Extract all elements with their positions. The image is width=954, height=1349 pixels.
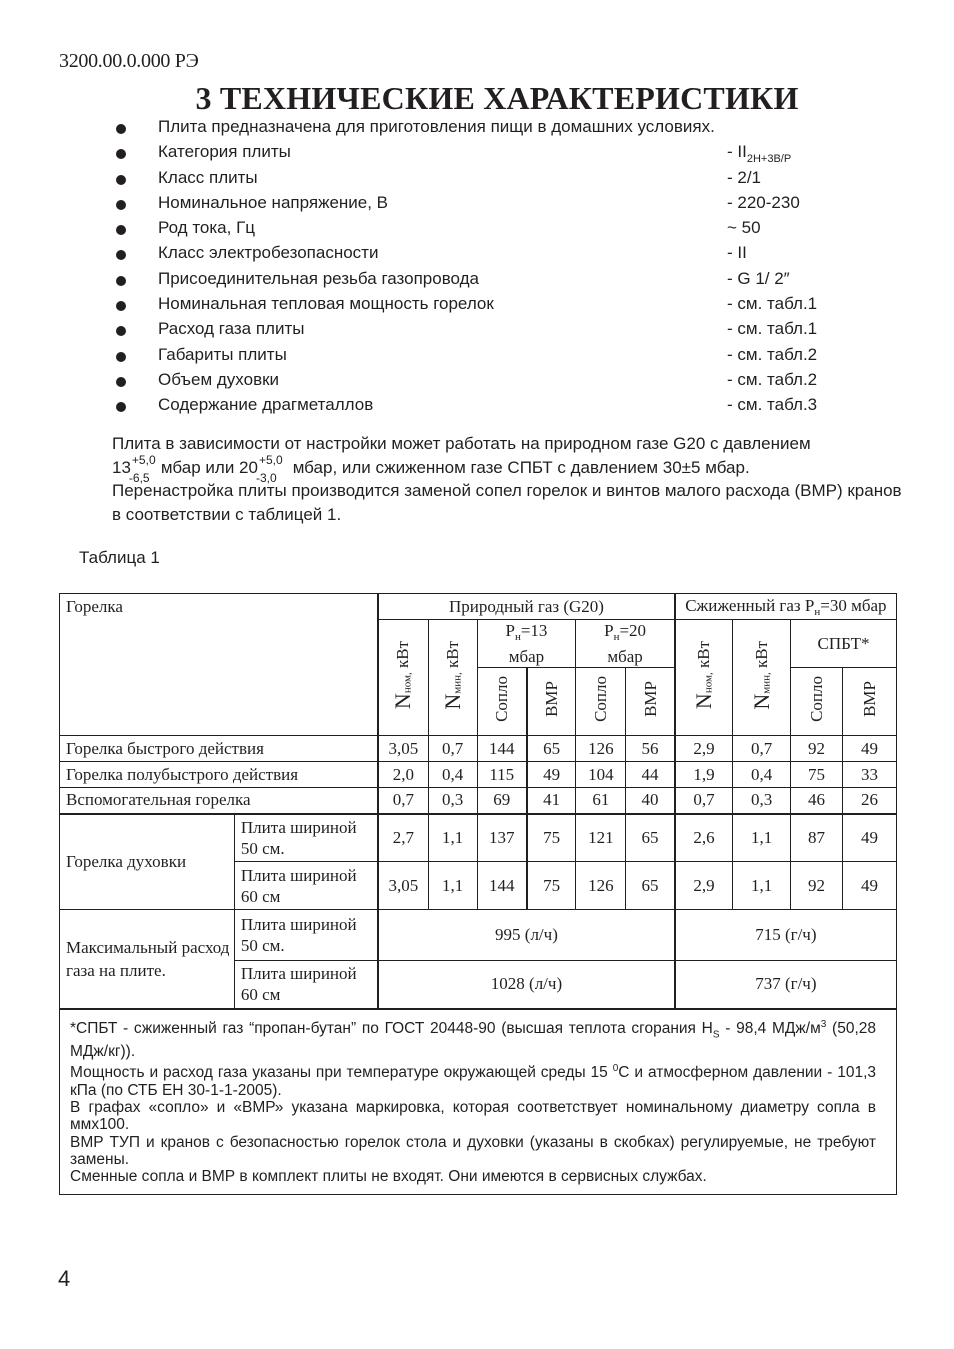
spec-list [116, 116, 836, 420]
vmr-label: ВМР [640, 681, 660, 717]
cell: 0,7 [675, 788, 733, 814]
table-row [60, 736, 897, 762]
n-unit: кВт [751, 640, 771, 672]
cell: 0,3 [428, 788, 477, 814]
cell-lpg-flow: 715 (г/ч) [675, 910, 897, 961]
bullet-icon [116, 225, 126, 235]
header-vmr [527, 668, 576, 736]
cell: 40 [626, 788, 675, 814]
spec-item [116, 192, 836, 217]
cell: 41 [527, 788, 576, 814]
soplo-label: Сопло [807, 676, 827, 722]
cell: 26 [842, 788, 896, 814]
spec-value: - II [727, 243, 747, 263]
cell: 2,9 [675, 736, 733, 762]
row-label-max-flow: Максимальный расход газа на плите. [60, 910, 235, 1009]
cell: 61 [576, 788, 626, 814]
note-sup: 3 [820, 1018, 827, 1030]
cell: 3,05 [378, 862, 428, 910]
header-p13 [477, 620, 576, 668]
cell: 0,3 [733, 788, 791, 814]
table-row [60, 814, 897, 862]
cell: 92 [791, 736, 843, 762]
n-symbol: N [439, 693, 465, 710]
spec-value: - см. табл.3 [727, 395, 818, 415]
spec-value: - см. табл.2 [727, 369, 818, 389]
bullet-icon [116, 250, 126, 260]
row-label: Горелка быстрого действия [60, 736, 379, 762]
page-number: 4 [58, 1266, 71, 1291]
p-unit: мбар [607, 646, 643, 666]
pressure-line [112, 453, 902, 486]
spec-label: Номинальная тепловая мощность горелок [158, 294, 494, 314]
table-caption: Таблица 1 [79, 548, 160, 567]
spec-item [116, 167, 836, 192]
n-sub: мин, [760, 671, 772, 694]
note: В графах «сопло» и «ВМР» указана маркировка, которая соответствует номинальному диаметру сопла в ммx100. [70, 1099, 876, 1134]
row-label: Горелка полубыстрого действия [60, 762, 379, 788]
note-sup: 0 [612, 1063, 619, 1075]
header-lpg-n-nom [675, 620, 733, 736]
sub-row-label: Плита шириной 50 см. [234, 910, 378, 961]
cell: 115 [477, 762, 527, 788]
spec-value: - 2/1 [727, 167, 762, 187]
spec-item [116, 116, 836, 141]
n-sub: ном, [401, 672, 414, 694]
note-text: С и атмосферном давлении - 101,3 кПа (по СТБ ЕН 30-1-1-2005). [70, 1064, 876, 1099]
cell: 75 [791, 762, 843, 788]
n-sub: мин, [450, 671, 463, 694]
table-notes [60, 1009, 897, 1195]
cell: 87 [791, 814, 843, 862]
note: ВМР ТУП и кранов с безопасностью горелок стола и духовки (указаны в скобках) регулируемые, не требуют замены. [70, 1133, 876, 1168]
n-sub: ном, [702, 672, 715, 694]
header-burner: Горелка [60, 594, 379, 736]
note [70, 1060, 876, 1099]
header-spbt: СПБТ* [791, 620, 897, 668]
bullet-icon [116, 200, 126, 210]
spec-value-main: - II [727, 142, 747, 162]
n-unit: кВт [393, 640, 413, 673]
cell: 75 [527, 862, 576, 910]
cell: 1,9 [675, 762, 733, 788]
spec-item [116, 141, 836, 166]
spec-label: Объем духовки [158, 369, 280, 389]
bullet-icon [116, 124, 126, 134]
spec-value: - G 1/ 2″ [727, 268, 790, 288]
p-sub: н [613, 630, 620, 643]
cell: 0,4 [428, 762, 477, 788]
row-label: Вспомогательная горелка [60, 788, 379, 814]
lpg-sub: н [814, 605, 821, 618]
page-title: 3 ТЕХНИЧЕСКИЕ ХАРАКТЕРИСТИКИ [195, 80, 799, 116]
spec-label: Категория плиты [158, 142, 291, 162]
note-text: - 98,4 МДж/м [719, 1019, 821, 1037]
cell: 1,1 [428, 862, 477, 910]
pressure-13: 13 [112, 457, 131, 477]
header-soplo [791, 668, 843, 736]
header-soplo [576, 668, 626, 736]
cell: 46 [791, 788, 843, 814]
tolerance-lower: -3,0 [255, 471, 277, 486]
cell: 0,7 [378, 788, 428, 814]
cell: 1,1 [428, 814, 477, 862]
bullet-icon [116, 326, 126, 336]
note: Сменные сопла и ВМР в комплект плиты не входят. Они имеются в сервисных службах. [70, 1168, 707, 1186]
table-row [60, 788, 897, 814]
cell: 3,05 [378, 736, 428, 762]
spec-item [116, 369, 836, 394]
sub-row-label: Плита шириной 60 см [234, 961, 378, 1009]
cell-lpg-flow: 737 (г/ч) [675, 961, 897, 1009]
header-n-nom [378, 620, 428, 736]
cell: 65 [527, 736, 576, 762]
cell: 2,6 [675, 814, 733, 862]
bullet-icon [116, 301, 126, 311]
note [70, 1016, 876, 1061]
spec-value: ~ 50 [727, 218, 761, 238]
tolerance-upper: +5,0 [131, 453, 156, 468]
vmr-label: ВМР [859, 681, 879, 717]
header-lpg-n-min [733, 620, 791, 736]
pressure-20: мбар или 20 [160, 457, 258, 477]
n-symbol: N [690, 693, 716, 710]
p-label: P [505, 620, 515, 640]
cell: 0,4 [733, 762, 791, 788]
cell: 2,9 [675, 862, 733, 910]
cell: 49 [842, 814, 896, 862]
spec-item [116, 344, 836, 369]
cell: 2,7 [378, 814, 428, 862]
note-text: Мощность и расход газа указаны при температуре окружающей среды 15 [70, 1064, 613, 1082]
spec-label: Класс плиты [158, 167, 258, 187]
cell: 1,1 [733, 814, 791, 862]
n-symbol: N [390, 693, 416, 710]
header-vmr [626, 668, 675, 736]
cell: 144 [477, 862, 527, 910]
spec-label: Номинальное напряжение, В [158, 192, 389, 212]
spec-item [116, 242, 836, 267]
header-n-min [428, 620, 477, 736]
cell: 126 [576, 736, 626, 762]
tolerance-lower: -6,5 [128, 471, 150, 486]
cell: 2,0 [378, 762, 428, 788]
n-unit: кВт [693, 640, 713, 673]
notes-row [60, 1009, 897, 1195]
cell: 49 [842, 862, 896, 910]
spec-value: - см. табл.1 [727, 294, 818, 314]
cell: 49 [842, 736, 896, 762]
lpg-pressure: =30 мбар [820, 595, 887, 615]
note-sub: S [712, 1028, 720, 1040]
cell-natural-flow: 995 (л/ч) [378, 910, 675, 961]
bullet-icon [116, 402, 126, 412]
paragraph-line: Плита в зависимости от настройки может работать на природном газе G20 с давлением [112, 434, 811, 453]
tolerance-20 [255, 453, 288, 486]
cell: 137 [477, 814, 527, 862]
spec-label: Габариты плиты [158, 344, 287, 364]
note-text: (50,28 МДж/кг)). [70, 1019, 876, 1061]
cell: 104 [576, 762, 626, 788]
bullet-icon [116, 175, 126, 185]
table-row [60, 910, 897, 961]
sub-row-label: Плита шириной 50 см. [234, 814, 378, 862]
p-unit: мбар [508, 646, 545, 666]
gas-settings-paragraph [112, 432, 902, 526]
header-natural-gas: Природный газ (G20) [378, 594, 675, 620]
cell: 121 [576, 814, 626, 862]
spec-label: Класс электробезопасности [158, 243, 379, 263]
cell: 69 [477, 788, 527, 814]
header-p20 [576, 620, 675, 668]
cell: 65 [626, 862, 675, 910]
bullet-icon [116, 276, 126, 286]
bullet-icon [116, 149, 126, 159]
cell: 92 [791, 862, 843, 910]
cell: 75 [527, 814, 576, 862]
cell: 126 [576, 862, 626, 910]
spec-label: Плита предназначена для приготовления пищи в домашних условиях. [158, 117, 715, 136]
spec-label: Присоединительная резьба газопровода [158, 268, 479, 288]
paragraph-line: Перенастройка плиты производится заменой сопел горелок и винтов малого расхода (ВМР) кранов в соответствии с таблицей 1. [112, 481, 902, 524]
table-row [60, 762, 897, 788]
note-text: *СПБТ - сжиженный газ “пропан-бутан” по ГОСТ 20448-90 (высшая теплота сгорания H [70, 1019, 713, 1037]
cell: 44 [626, 762, 675, 788]
spec-value: - см. табл.1 [727, 319, 818, 339]
spec-item [116, 318, 836, 343]
soplo-label: Сопло [591, 676, 611, 722]
document-code: 3200.00.0.000 РЭ [59, 50, 199, 72]
paragraph-text: мбар, или сжиженном газе СПБТ с давлением 30±5 мбар. [292, 457, 750, 477]
spec-label: Род тока, Гц [158, 218, 256, 238]
p-value: =20 [619, 620, 647, 640]
p-sub: н [514, 630, 521, 643]
lpg-label: Сжиженный газ P [685, 595, 815, 615]
cell: 144 [477, 736, 527, 762]
cell: 56 [626, 736, 675, 762]
p-label: P [604, 620, 614, 640]
vmr-label: ВМР [542, 681, 562, 717]
sub-row-label: Плита шириной 60 см [234, 862, 378, 910]
bullet-icon [116, 352, 126, 362]
cell: 1,1 [733, 862, 791, 910]
bullet-icon [116, 377, 126, 387]
n-symbol: N [748, 693, 774, 710]
spec-label: Расход газа плиты [158, 319, 305, 339]
cell: 65 [626, 814, 675, 862]
spec-value: - см. табл.2 [727, 344, 818, 364]
header-soplo [477, 668, 527, 736]
tolerance-upper: +5,0 [258, 453, 283, 468]
spec-item [116, 293, 836, 318]
spec-value: - 220-230 [727, 192, 800, 212]
spec-item [116, 217, 836, 242]
spec-value-subscript: 2H+3B/P [746, 153, 792, 166]
spec-item [116, 268, 836, 293]
n-unit: кВт [442, 640, 462, 672]
burner-table [59, 593, 897, 1195]
spec-label: Содержание драгметаллов [158, 395, 374, 415]
cell: 49 [527, 762, 576, 788]
tolerance-13 [128, 453, 161, 486]
soplo-label: Сопло [492, 676, 512, 722]
p-value: =13 [520, 620, 548, 640]
row-label-oven: Горелка духовки [60, 814, 235, 910]
cell: 33 [842, 762, 896, 788]
cell: 0,7 [733, 736, 791, 762]
cell-natural-flow: 1028 (л/ч) [378, 961, 675, 1009]
cell: 0,7 [428, 736, 477, 762]
header-vmr [842, 668, 896, 736]
spec-item [116, 394, 836, 419]
header-lpg [675, 594, 897, 620]
